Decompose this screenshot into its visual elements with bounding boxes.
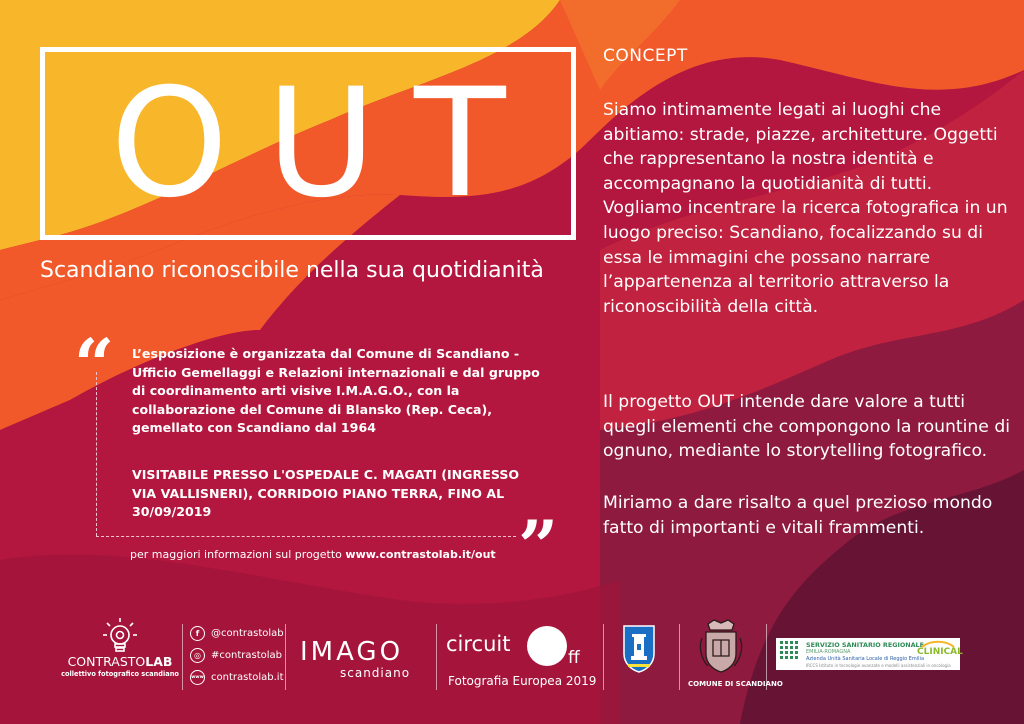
comune-label: COMUNE DI SCANDIANO bbox=[688, 680, 783, 688]
health-line-2: EMILIA-ROMAGNA bbox=[806, 649, 851, 655]
health-grid-icon bbox=[780, 641, 802, 667]
health-line-1: SERVIZIO SANITARIO REGIONALE bbox=[806, 641, 924, 649]
imago-subtitle: scandiano bbox=[340, 666, 411, 680]
more-info-prefix: per maggiori informazioni sul progetto bbox=[130, 548, 346, 561]
contrastolab-tagline: collettivo fotografico scandiano bbox=[61, 670, 179, 678]
footer-separator bbox=[285, 624, 286, 690]
blansko-crest-icon bbox=[622, 624, 656, 674]
footer-separator bbox=[679, 624, 680, 690]
facebook-icon: f bbox=[190, 626, 205, 641]
footer-separator bbox=[436, 624, 437, 690]
instagram-icon: ◎ bbox=[190, 648, 205, 663]
imago-logo: IMAGO bbox=[300, 637, 404, 667]
footer-separator bbox=[603, 624, 604, 690]
footer-separator bbox=[182, 624, 183, 690]
lightbulb-icon bbox=[100, 616, 140, 654]
close-quote-icon: ” bbox=[518, 505, 559, 588]
contrastolab-logo bbox=[60, 616, 180, 688]
health-line-3: Azienda Unità Sanitaria Locale di Reggio Emilia bbox=[806, 656, 925, 662]
facebook-label: @contrastolab bbox=[211, 627, 284, 639]
circuit-off-logo: circuit bbox=[446, 632, 511, 656]
project-link[interactable]: www.contrastolab.it/out bbox=[345, 548, 496, 561]
contrastolab-name bbox=[60, 654, 180, 669]
organization-text: L’esposizione è organizzata dal Comune di Scandiano - Ufficio Gemellaggi e Relazioni internazionali e dal gruppo di coordinamento arti visive I.M.A.G.O., con la collaborazione del Comune di Blansko (Rep. Ceca), gemellato con Scandiano dal 1964 bbox=[132, 346, 540, 435]
social-web[interactable] bbox=[190, 668, 284, 686]
social-facebook[interactable] bbox=[190, 624, 284, 642]
web-label: contrastolab.it bbox=[211, 671, 284, 683]
subtitle: Scandiano riconoscibile nella sua quotidianità bbox=[40, 258, 544, 283]
dashed-divider-vertical bbox=[96, 372, 97, 536]
concept-paragraph-2: Il progetto OUT intende dare valore a tutti quegli elementi che compongono la rountine di ognuno, mediante lo storytelling fotografico. bbox=[603, 392, 1011, 462]
concept-heading: CONCEPT bbox=[603, 46, 688, 66]
open-quote-icon: “ bbox=[74, 323, 115, 406]
footer-separator bbox=[766, 624, 767, 690]
fotografia-europea: Fotografia Europea 2019 bbox=[448, 674, 597, 688]
instagram-label: #contrastolab bbox=[211, 649, 282, 661]
contrastolab-name-b: LAB bbox=[145, 654, 173, 669]
social-instagram[interactable] bbox=[190, 646, 282, 664]
concept-paragraph-3: Miriamo a dare risalto a quel prezioso mondo fatto di importanti e vitali frammenti. bbox=[603, 493, 993, 538]
off-circle-icon bbox=[527, 626, 567, 666]
off-text: ff bbox=[568, 648, 580, 668]
concept-paragraph-1: Siamo intimamente legati ai luoghi che abitiamo: strade, piazze, architetture. Oggetti che rappresentano la nostra identità e accompagnano la quotidianità di tutti. Vogliamo incentrare la ricerca fotografica in un luogo preciso: Scandiano, focalizzando su di essa le immagini che possano narrare l’appartenenza al territorio attraverso la riconoscibilità della città. bbox=[603, 100, 1008, 317]
visit-info: VISITABILE PRESSO L'OSPEDALE C. MAGATI (INGRESSO VIA VALLISNERI), CORRIDOIO PIANO TERRA, FINO AL 30/09/2019 bbox=[132, 467, 520, 519]
dashed-divider-horizontal bbox=[96, 536, 516, 537]
scandiano-crest-icon bbox=[698, 618, 744, 676]
page-title: OUT bbox=[110, 56, 544, 231]
web-icon: www bbox=[190, 670, 205, 685]
contrastolab-name-a: CONTRASTO bbox=[67, 654, 146, 669]
health-line-4: IRCCS Istituto in tecnologie avanzate e modelli assistenziali in oncologia bbox=[806, 663, 951, 668]
more-info bbox=[130, 548, 496, 561]
clinical-logo: CLINICAL bbox=[917, 647, 963, 657]
